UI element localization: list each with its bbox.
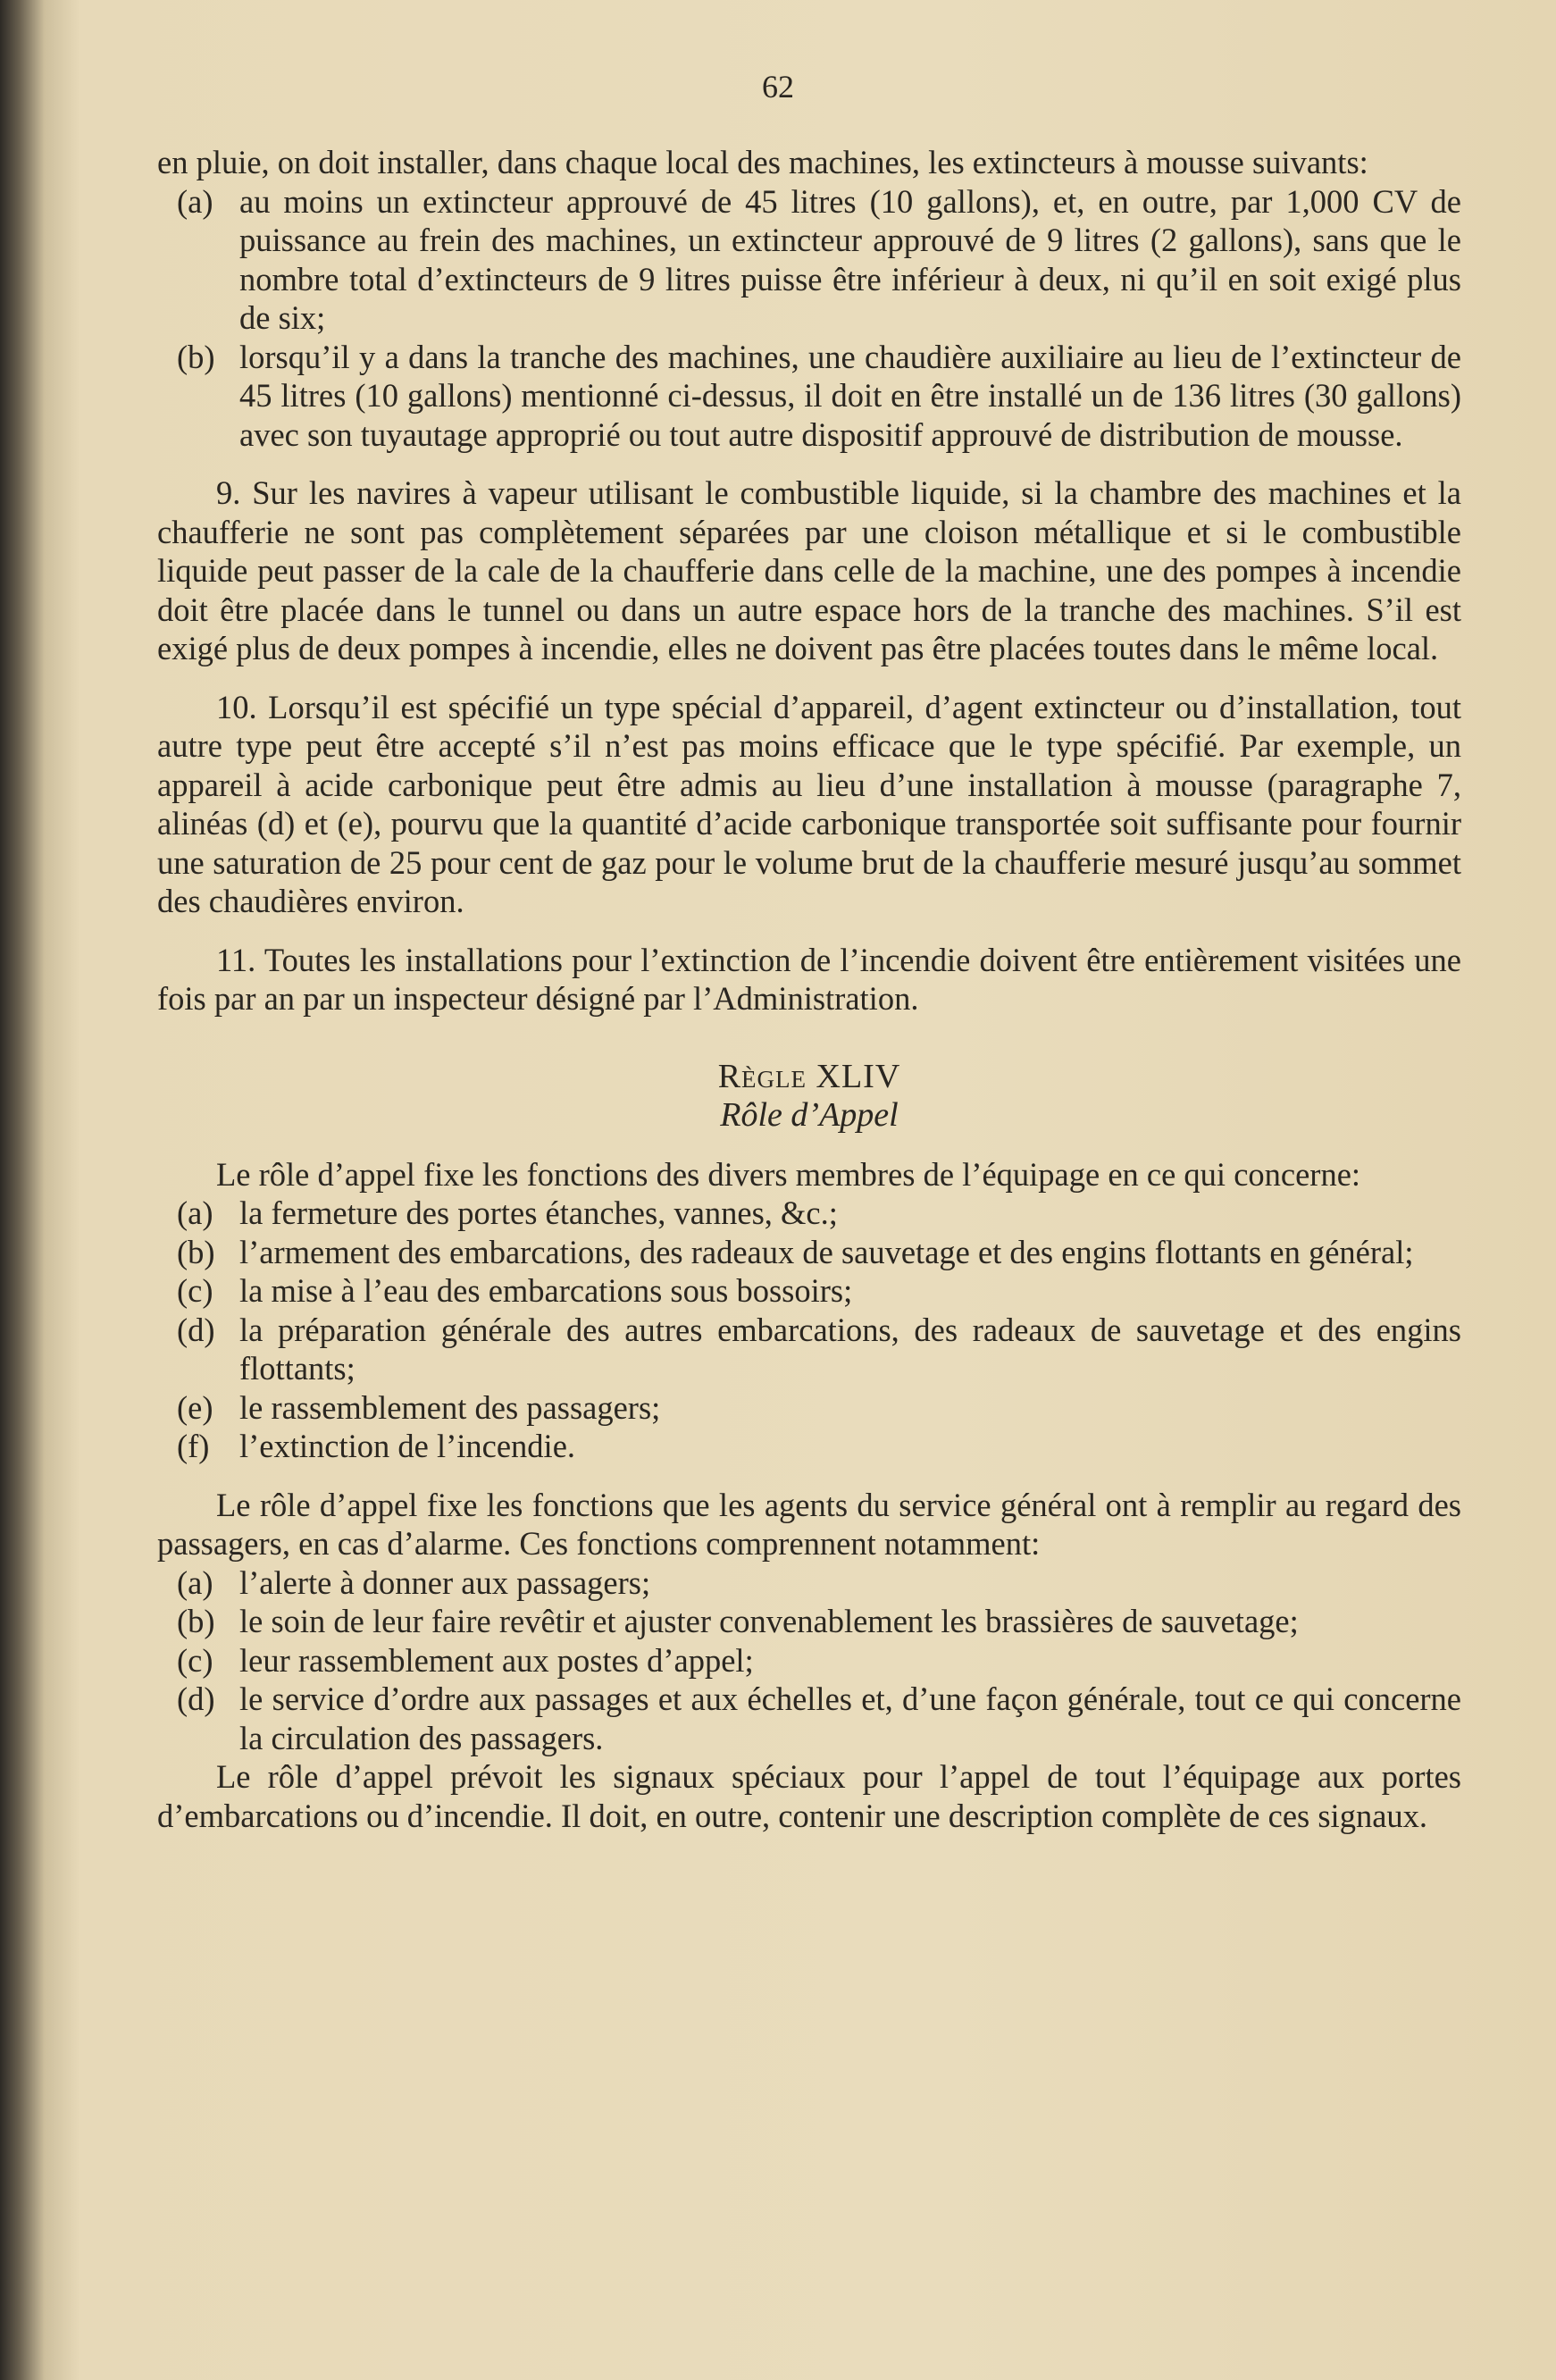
item-text: le rassemblement des passagers; bbox=[239, 1388, 661, 1426]
list-item bbox=[157, 182, 1461, 338]
item-label: (b) bbox=[177, 338, 215, 375]
item-text: l’extinction de l’incendie. bbox=[239, 1428, 576, 1464]
closing-paragraph: Le rôle d’appel prévoit les signaux spéciaux pour l’appel de tout l’équipage aux portes d’embarcations ou d’incendie. Il doit, en outre, contenir une description complète de ces signaux. bbox=[157, 1758, 1461, 1834]
item-text: la mise à l’eau des embarcations sous bossoirs; bbox=[239, 1272, 853, 1309]
item-label: (b) bbox=[177, 1233, 215, 1270]
list-item bbox=[157, 1680, 1461, 1757]
list-item bbox=[157, 1311, 1461, 1388]
item-text: le soin de leur faire revêtir et ajuster convenablement les brassières de sauvetage; bbox=[239, 1603, 1299, 1639]
item-label: (b) bbox=[177, 1603, 215, 1639]
page-number: 62 bbox=[762, 69, 794, 105]
list-item bbox=[157, 1271, 1461, 1311]
list-item bbox=[157, 1233, 1461, 1272]
list-item bbox=[157, 1602, 1461, 1641]
item-text: la préparation générale des autres embarcations, des radeaux de sauvetage et des engins flottants; bbox=[239, 1311, 1461, 1387]
item-text: la fermeture des portes étanches, vannes, &c.; bbox=[239, 1194, 838, 1231]
crew-duties-intro: Le rôle d’appel fixe les fonctions des divers membres de l’équipage en ce qui concerne: bbox=[216, 1155, 1361, 1193]
list-item bbox=[157, 1641, 1461, 1680]
item-label: (d) bbox=[177, 1311, 215, 1348]
list-item bbox=[157, 1563, 1461, 1603]
item-label: (a) bbox=[177, 1194, 213, 1231]
list-item bbox=[157, 338, 1461, 455]
item-text: l’alerte à donner aux passagers; bbox=[239, 1563, 651, 1601]
page-text bbox=[157, 143, 1461, 1835]
rule-title: Rôle d’Appel bbox=[720, 1096, 899, 1134]
item-label: (c) bbox=[177, 1641, 213, 1679]
paragraph-9: 9. Sur les navires à vapeur utilisant le combustible liquide, si la chambre des machines et la chaufferie ne sont pas complètement séparées par une cloison métallique et si le combustible liquide peut passer de la cale de la chaufferie dans celle de la machine, une des pompes à incendie doit être placée dans le tunnel ou dans un autre espace hors de la tranche des machines. S’il est exigé plus de deux pompes à incendie, elles ne doivent pas être placées toutes dans le même local. bbox=[157, 474, 1461, 666]
list-item bbox=[157, 1388, 1461, 1428]
item-label: (c) bbox=[177, 1272, 213, 1309]
item-text: au moins un extincteur approuvé de 45 litres (10 gallons), et, en outre, par 1,000 CV de puissance au frein des machines, un extincteur approuvé de 9 litres (2 gallons), sans que le nombre total d’extincteurs de 9 litres puisse être inférieur à deux, ni qu’il en soit exigé plus de six; bbox=[239, 182, 1461, 336]
paragraph-11: 11. Toutes les installations pour l’extinction de l’incendie doivent être entièrement visitées une fois par an par un inspecteur désigné par l’Administration. bbox=[157, 941, 1461, 1017]
opening-intro: en pluie, on doit installer, dans chaque local des machines, les extincteurs à mousse suivants: bbox=[157, 144, 1368, 180]
list-item bbox=[157, 1194, 1461, 1233]
item-label: (a) bbox=[177, 1563, 213, 1601]
item-label: (e) bbox=[177, 1388, 213, 1426]
passenger-duties-intro: Le rôle d’appel fixe les fonctions que les agents du service général ont à remplir au regard des passagers, en cas d’alarme. Ces fonctions comprennent notamment: bbox=[157, 1486, 1461, 1562]
item-text: le service d’ordre aux passages et aux échelles et, d’une façon générale, tout ce qui concerne la circulation des passagers. bbox=[239, 1680, 1461, 1756]
rule-heading: Règle XLIV bbox=[717, 1057, 901, 1095]
paragraph-10: 10. Lorsqu’il est spécifié un type spécial d’appareil, d’agent extincteur ou d’installation, tout autre type peut être accepté s’il n’est pas moins efficace que le type spécifié. Par exemple, un appareil à acide carbonique peut être admis au lieu d’une installation à mousse (paragraphe 7, alinéas (d) et (e), pourvu que la quantité d’acide carbonique transportée soit suffisante pour fournir une saturation de 25 pour cent de gaz pour le volume brut de la chaufferie mesuré jusqu’au sommet des chaudières environ. bbox=[157, 688, 1461, 919]
list-item bbox=[157, 1427, 1461, 1466]
item-text: leur rassemblement aux postes d’appel; bbox=[239, 1641, 754, 1679]
item-text: lorsqu’il y a dans la tranche des machines, une chaudière auxiliaire au lieu de l’extincteur de 45 litres (10 gallons) mentionné ci-dessus, il doit en être installé un de 136 litres (30 gallons) avec son tuyautage approprié ou tout autre dispositif approuvé de distribution de mousse. bbox=[239, 338, 1461, 453]
item-label: (f) bbox=[177, 1428, 210, 1464]
item-text: l’armement des embarcations, des radeaux de sauvetage et des engins flottants en général; bbox=[239, 1233, 1414, 1270]
item-label: (a) bbox=[177, 182, 213, 220]
item-label: (d) bbox=[177, 1680, 215, 1717]
